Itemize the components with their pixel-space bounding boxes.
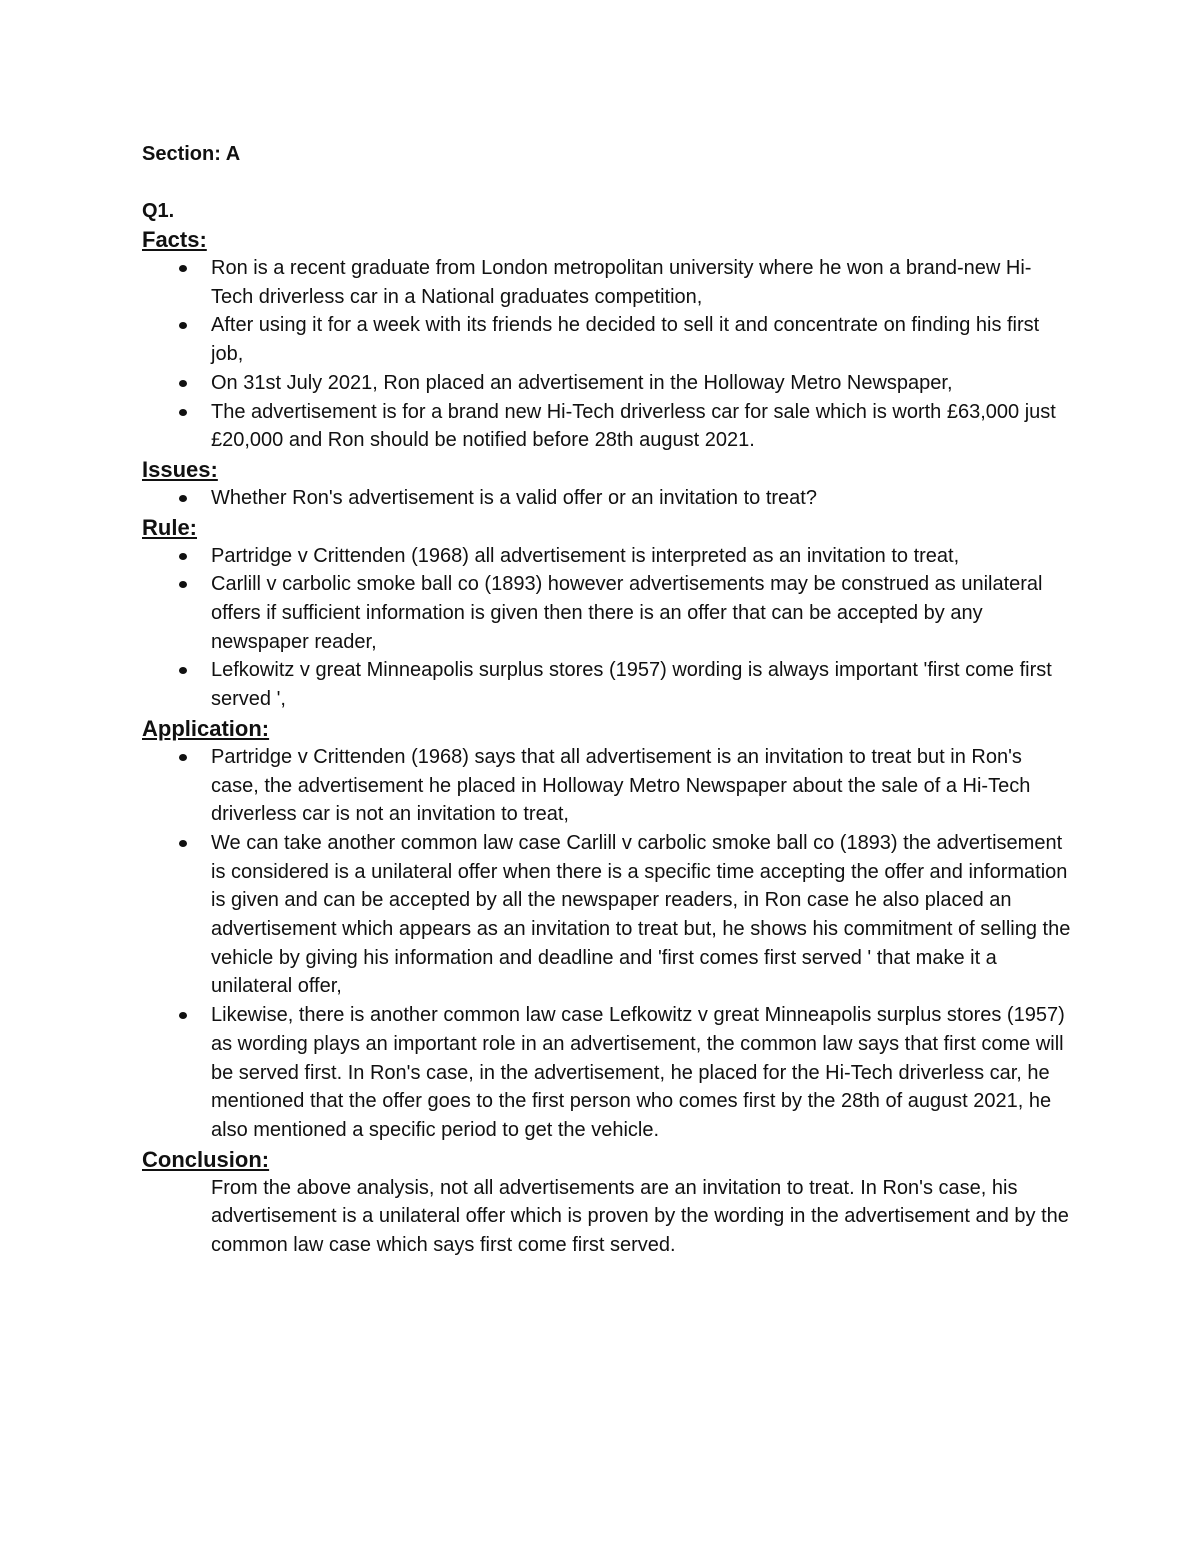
bullet-icon: [179, 754, 187, 761]
list-item: [142, 311, 1072, 368]
list-item: [142, 398, 1072, 455]
bullet-icon: [179, 1012, 187, 1019]
list-item-text: Lefkowitz v great Minneapolis surplus stores (1957) wording is always important 'first come first served ',: [211, 659, 1052, 711]
issues-heading: Issues:: [142, 456, 218, 482]
list-item-text: Ron is a recent graduate from London metropolitan university where he won a brand-new Hi-Tech driverless car in a National graduates competition,: [211, 257, 1032, 308]
bullet-icon: [179, 581, 187, 588]
list-item-text: Carlill v carbolic smoke ball co (1893) however advertisements may be construed as unilateral offers if sufficient information is given then there is an offer that can be accepted by any newspaper reader,: [211, 573, 1043, 653]
list-item: [142, 369, 1072, 398]
list-item-text: The advertisement is for a brand new Hi-Tech driverless car for sale which is worth £63,000 just £20,000 and Ron should be notified before 28th august 2021.: [211, 400, 1056, 452]
bullet-icon: [179, 380, 187, 387]
document-page: [142, 140, 1072, 1260]
bullet-icon: [179, 409, 187, 416]
bullet-icon: [179, 495, 187, 502]
list-item-text: Whether Ron's advertisement is a valid offer or an invitation to treat?: [211, 486, 817, 509]
facts-list: [142, 254, 1072, 455]
bullet-icon: [179, 265, 187, 272]
list-item: [142, 254, 1072, 311]
application-heading: Application:: [142, 715, 270, 741]
facts-heading: Facts:: [142, 227, 207, 252]
rule-heading: Rule:: [142, 514, 197, 540]
list-item-text: After using it for a week with its friends he decided to sell it and concentrate on finding his first job,: [211, 314, 1040, 366]
bullet-icon: [179, 322, 187, 329]
rule-list: [142, 542, 1072, 714]
bullet-icon: [179, 553, 187, 560]
list-item: [142, 1001, 1072, 1145]
list-item-text: We can take another common law case Carlill v carbolic smoke ball co (1893) the advertisement is considered is a unilateral offer when there is a specific time accepting the offer and information is given and can be accepted by all the newspaper readers, in Ron case he also placed an advertisement which appears as an invitation to treat but, he shows his commitment of selling the vehicle by giving his information and deadline and 'first comes first served ' that make it a unilateral offer,: [211, 831, 1071, 998]
list-item: [142, 542, 1072, 571]
conclusion-heading: Conclusion:: [142, 1146, 270, 1172]
list-item: [142, 570, 1072, 656]
question-label: Q1.: [142, 200, 175, 222]
list-item: [142, 829, 1072, 1001]
list-item: [142, 743, 1072, 829]
list-item-text: Likewise, there is another common law case Lefkowitz v great Minneapolis surplus stores (1957) as wording plays an important role in an advertisement, the common law says that first come will be served first. In Ron's case, in the advertisement, he placed for the Hi-Tech driverless car, he mentioned that the offer goes to the first person who comes first by the 28th of august 2021, he also mentioned a specific period to get the vehicle.: [211, 1004, 1065, 1141]
list-item-text: Partridge v Crittenden (1968) says that all advertisement is an invitation to treat but in Ron's case, the advertisement he placed in Holloway Metro Newspaper about the sale of a Hi-Tech driverless car is not an invitation to treat,: [211, 745, 1031, 826]
bullet-icon: [179, 667, 187, 674]
bullet-icon: [179, 840, 187, 847]
list-item-text: On 31st July 2021, Ron placed an advertisement in the Holloway Metro Newspaper,: [211, 371, 953, 394]
conclusion-text: From the above analysis, not all advertisements are an invitation to treat. In Ron's case, his advertisement is a unilateral offer which is proven by the wording in the advertisement and by the common law case which says first come first served.: [211, 1176, 1069, 1257]
section-title: Section: A: [142, 143, 241, 165]
application-list: [142, 743, 1072, 1145]
list-item: [142, 484, 1072, 513]
list-item: [142, 656, 1072, 713]
list-item-text: Partridge v Crittenden (1968) all advertisement is interpreted as an invitation to treat,: [211, 544, 960, 567]
issues-list: [142, 484, 1072, 513]
